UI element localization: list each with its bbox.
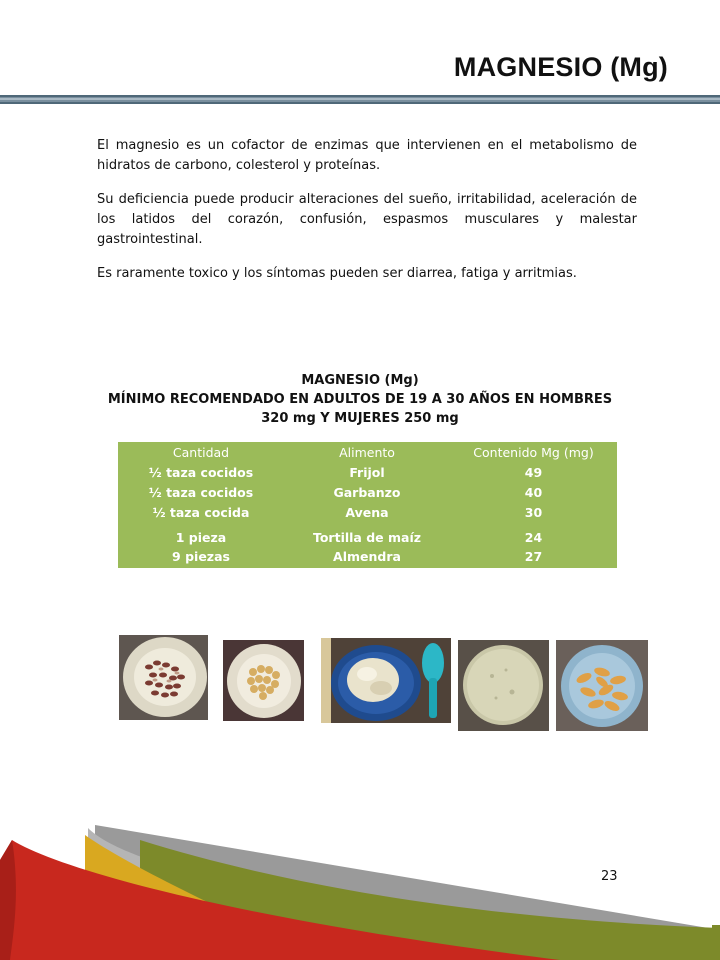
- table-heading-subtitle: MÍNIMO RECOMENDADO EN ADULTOS DE 19 A 30 AÑOS EN HOMBRES 320 mg Y MUJERES 250 mg: [107, 392, 613, 426]
- table-row: [118, 465, 617, 484]
- almonds-plate-photo: [556, 640, 648, 731]
- cell-cantidad: 9 piezas: [172, 549, 230, 564]
- table-header-row: [118, 445, 617, 464]
- cell-contenido: 27: [524, 549, 543, 564]
- cell-contenido: 24: [524, 530, 543, 545]
- cell-contenido: 40: [524, 485, 543, 500]
- oatmeal-plate-photo: [321, 638, 451, 723]
- magnesium-table: [118, 442, 617, 568]
- cell-contenido: 49: [524, 465, 543, 480]
- cell-alimento: Avena: [345, 505, 389, 520]
- cell-cantidad: 1 pieza: [175, 530, 227, 545]
- paragraph-toxicity: Es raramente toxico y los síntomas pueden ser diarrea, fatiga y arritmias.: [97, 266, 577, 281]
- cell-alimento: Frijol: [349, 465, 385, 480]
- beans-bowl-photo: [119, 635, 208, 720]
- column-header-contenido: Contenido Mg (mg): [473, 445, 594, 460]
- paragraph-intro: El magnesio es un cofactor de enzimas que intervienen en el metabolismo de hidratos de carbono, colesterol y proteínas.: [97, 138, 637, 173]
- cell-cantidad: ½ taza cocidos: [148, 465, 254, 480]
- table-heading: [97, 371, 623, 428]
- tortilla-photo: [458, 640, 549, 731]
- cell-cantidad: ½ taza cocidos: [148, 485, 254, 500]
- table-heading-title: MAGNESIO (Mg): [301, 373, 419, 388]
- table-row: [118, 549, 617, 568]
- title-divider: [0, 95, 720, 104]
- table-row: [118, 530, 617, 549]
- paragraph-deficiency: Su deficiencia puede producir alteraciones del sueño, irritabilidad, aceleración de los latidos del corazón, confusión, espasmos musculares y malestar gastrointestinal.: [97, 192, 637, 247]
- cell-contenido: 30: [524, 505, 543, 520]
- cell-alimento: Tortilla de maíz: [312, 530, 422, 545]
- body-text: [97, 136, 637, 298]
- column-header-alimento: Alimento: [339, 445, 395, 460]
- cell-cantidad: ½ taza cocida: [152, 505, 250, 520]
- page-title: MAGNESIO (Mg): [453, 52, 668, 82]
- page-number: 23: [601, 869, 618, 884]
- chickpeas-bowl-photo: [223, 640, 304, 721]
- cell-alimento: Almendra: [333, 549, 401, 564]
- column-header-cantidad: Cantidad: [172, 445, 230, 460]
- table-row: [118, 485, 617, 504]
- cell-alimento: Garbanzo: [333, 485, 401, 500]
- table-row: [118, 505, 617, 524]
